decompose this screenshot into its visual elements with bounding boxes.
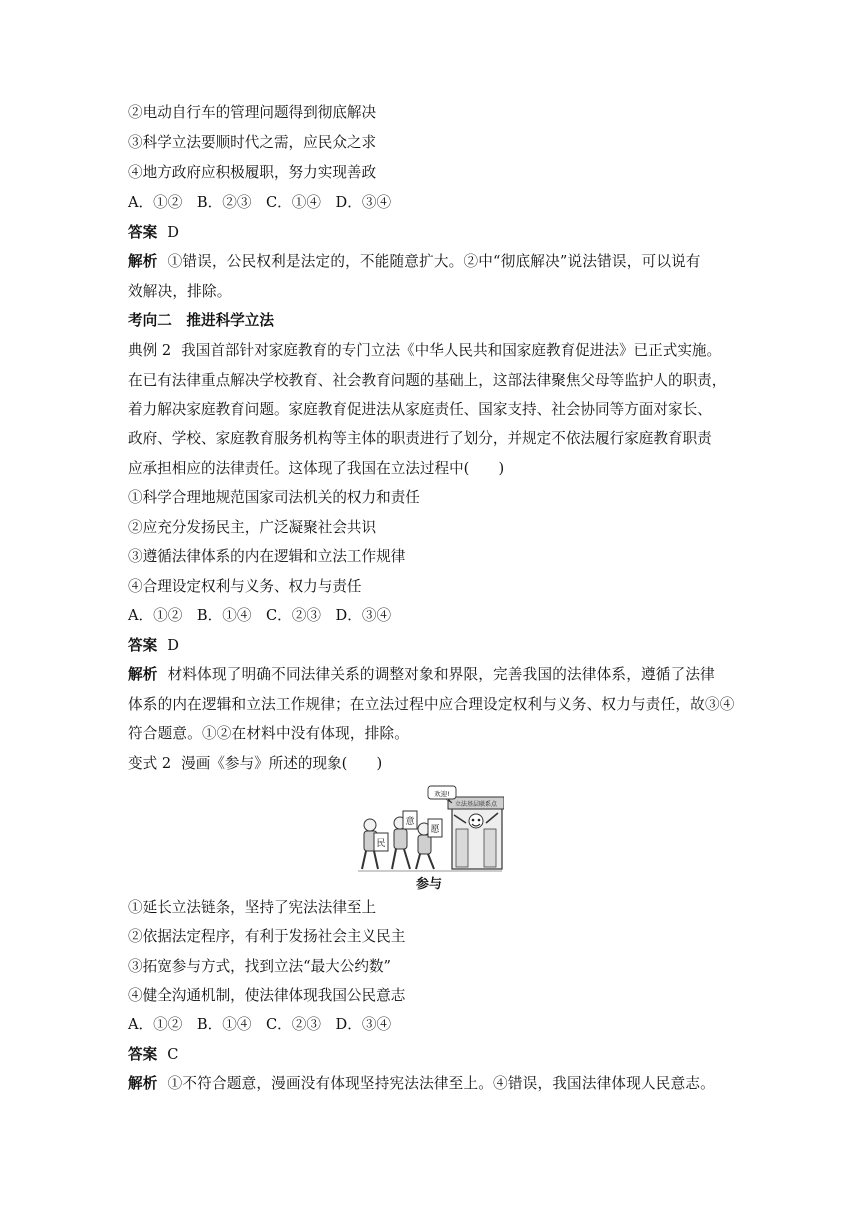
folder-2-text: 意 bbox=[405, 817, 415, 827]
option-2: ②依据法定程序，有利于发扬社会主义民主 bbox=[128, 928, 406, 945]
analysis-text: ①不符合题意，漫画没有体现坚持宪法法律至上。④错误，我国法律体现人民意志。 bbox=[167, 1075, 715, 1092]
option-3: ③遵循法律体系的内在逻辑和立法工作规律 bbox=[128, 548, 406, 565]
answer-label: 答案 bbox=[128, 637, 158, 654]
analysis-text-continued: 效解决，排除。 bbox=[128, 283, 232, 300]
example-text-line: 在已有法律重点解决学校教育、社会教育问题的基础上，这部法律聚焦父母等监护人的职责， bbox=[128, 372, 727, 389]
option-4: ④地方政府应积极履职，努力实现善政 bbox=[128, 164, 377, 181]
bubble-text: 欢迎! bbox=[434, 790, 450, 798]
example-label: 典例 2 bbox=[128, 342, 172, 359]
answer-choices: A．①② B．②③ C．①④ D．③④ bbox=[128, 194, 392, 211]
analysis-text: 材料体现了明确不同法律关系的调整对象和界限，完善我国的法律体系，遵循了法律 bbox=[167, 666, 715, 683]
cartoon-image bbox=[356, 783, 504, 880]
analysis-label: 解析 bbox=[128, 1075, 158, 1092]
variant-label: 变式 2 bbox=[128, 755, 172, 772]
analysis-label: 解析 bbox=[128, 253, 158, 270]
answer-choices: A．①② B．①④ C．②③ D．③④ bbox=[128, 607, 392, 624]
analysis-text-continued: 符合题意。①②在材料中没有体现，排除。 bbox=[128, 725, 410, 742]
analysis-row bbox=[128, 252, 701, 272]
option-4: ④合理设定权利与义务、权力与责任 bbox=[128, 578, 362, 595]
answer-label: 答案 bbox=[128, 224, 158, 241]
cartoon-caption: 参与 bbox=[416, 877, 443, 892]
folder-1-text: 民 bbox=[376, 839, 386, 849]
variant-question-line bbox=[128, 754, 382, 774]
answer-value: D bbox=[167, 224, 179, 241]
example-text: 我国首部针对家庭教育的专门立法《中华人民共和国家庭教育促进法》已正式实施。 bbox=[181, 342, 722, 359]
analysis-row bbox=[128, 1074, 715, 1094]
analysis-row bbox=[128, 665, 715, 685]
variant-text: 漫画《参与》所述的现象( ) bbox=[181, 755, 383, 772]
cartoon-drawing bbox=[356, 783, 504, 880]
option-1: ①科学合理地规范国家司法机关的权力和责任 bbox=[128, 489, 420, 506]
answer-value: C bbox=[167, 1046, 179, 1063]
building-sign: 立法基层联系点 bbox=[454, 801, 498, 808]
analysis-text-continued: 体系的内在逻辑和立法工作规律；在立法过程中应合理设定权利与义务、权力与责任，故③④ bbox=[128, 696, 735, 713]
option-2: ②电动自行车的管理问题得到彻底解决 bbox=[128, 104, 377, 121]
analysis-text: ①错误，公民权利是法定的，不能随意扩大。②中“彻底解决”说法错误，可以说有 bbox=[167, 253, 701, 270]
answer-row bbox=[128, 223, 179, 243]
example-text-line: 应承担相应的法律责任。这体现了我国在立法过程中( ) bbox=[128, 460, 505, 477]
answer-row bbox=[128, 636, 179, 656]
answer-choices: A．①② B．①④ C．②③ D．③④ bbox=[128, 1016, 392, 1033]
option-3: ③拓宽参与方式，找到立法“最大公约数” bbox=[128, 958, 392, 975]
answer-value: D bbox=[167, 637, 179, 654]
answer-row bbox=[128, 1045, 178, 1065]
answer-label: 答案 bbox=[128, 1046, 158, 1063]
option-4: ④健全沟通机制，使法律体现我国公民意志 bbox=[128, 987, 406, 1004]
section-heading: 考向二 推进科学立法 bbox=[128, 312, 274, 329]
option-1: ①延长立法链条，坚持了宪法法律至上 bbox=[128, 899, 377, 916]
option-2: ②应充分发扬民主，广泛凝聚社会共识 bbox=[128, 519, 377, 536]
folder-3-text: 愿 bbox=[430, 825, 440, 835]
example-question-line bbox=[128, 341, 721, 361]
option-3: ③科学立法要顺时代之需，应民众之求 bbox=[128, 134, 377, 151]
example-text-line: 着力解决家庭教育问题。家庭教育促进法从家庭责任、国家支持、社会协同等方面对家长、 bbox=[128, 401, 712, 418]
example-text-line: 政府、学校、家庭教育服务机构等主体的职责进行了划分，并规定不依法履行家庭教育职责 bbox=[128, 430, 712, 447]
analysis-label: 解析 bbox=[128, 666, 158, 683]
